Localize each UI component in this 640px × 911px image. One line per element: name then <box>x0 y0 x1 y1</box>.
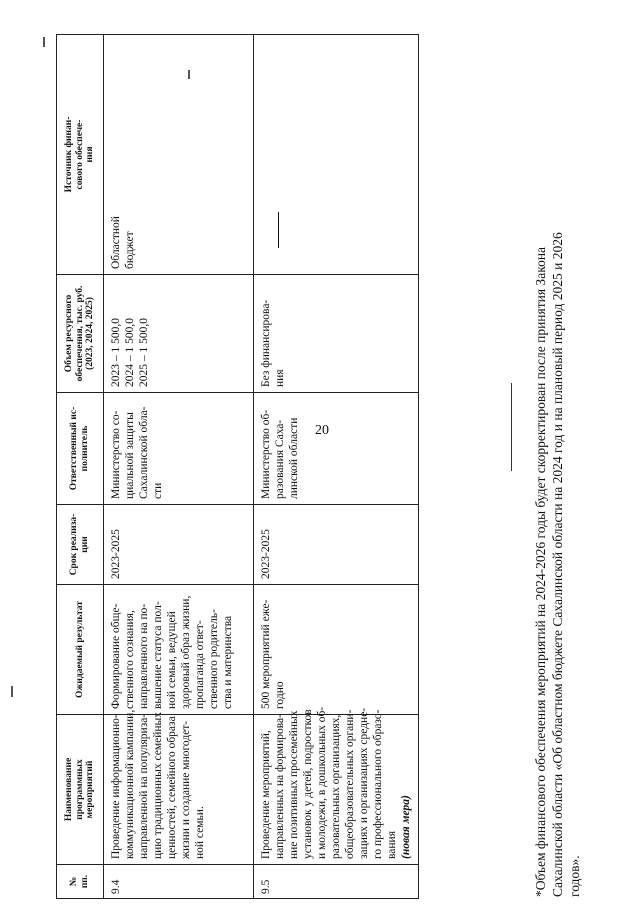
table-row <box>254 35 419 899</box>
header-source <box>57 35 104 275</box>
text-line: коммуникационной кампании, <box>124 709 136 859</box>
row-number: 9.4 <box>104 865 254 899</box>
dash-mark <box>278 212 279 248</box>
text-line: установок у детей, подростков <box>302 709 314 859</box>
text-line: ственного родитель- <box>208 609 220 709</box>
text-line: ния <box>274 369 286 387</box>
responsible-executor <box>254 393 419 505</box>
text-line: направленного на по- <box>138 603 150 709</box>
text-line: и молодежи, в дошкольных об- <box>316 706 328 859</box>
text-line: жизни и создание многодет- <box>180 720 192 859</box>
text-line: Областной <box>110 216 122 269</box>
table-row <box>104 35 254 899</box>
text-line: 500 мероприятий еже- <box>260 599 272 709</box>
text-line: Сахалинской области «Об областном бюджете Сахалинской области на 2024 год и на плановый период 2025 и 2026 <box>550 232 565 897</box>
header-executor <box>57 393 104 505</box>
text-line: годно <box>274 681 286 709</box>
row-number: 9.5 <box>254 865 419 899</box>
text-line: вания <box>386 831 398 859</box>
text-line: сти <box>152 482 164 499</box>
text-line: полнитель <box>80 425 90 472</box>
header-row <box>57 35 104 899</box>
text-line: *Объем финансового обеспечения мероприятий на 2024-2026 годы будет скорректирован после принятия Закона <box>533 246 548 897</box>
financing-source <box>104 35 254 275</box>
text-line: Ответственный ис- <box>69 406 80 491</box>
text-line: цию традиционных семейных <box>152 711 164 859</box>
text-line: направленной на популяриза- <box>138 713 150 859</box>
program-measures-table <box>56 34 419 899</box>
text-line: мероприятий <box>85 760 96 819</box>
divider-line <box>511 383 512 471</box>
text-line: обеспечения, тыс. руб. <box>74 285 85 382</box>
program-table-wrap <box>56 35 412 899</box>
text-line: Министерство об- <box>260 409 272 499</box>
text-line: Без финансирова- <box>260 299 272 387</box>
text-line: Объем ресурсного <box>63 294 74 373</box>
text-line: ние позитивных просемейных <box>288 710 300 859</box>
text-line: направленных на формирова- <box>274 714 286 859</box>
text-line: Наименование <box>63 757 74 822</box>
text-line: № <box>69 876 80 887</box>
header-result <box>57 585 104 715</box>
header-term <box>57 505 104 585</box>
header-name <box>57 715 104 865</box>
text-line: ства и материнства <box>222 615 234 709</box>
text-line: циальной защиты <box>124 412 136 499</box>
text-line: сового обеспече- <box>74 119 85 190</box>
text-line: ной семьи. <box>194 806 206 859</box>
resource-volume <box>104 275 254 393</box>
measure-name-text <box>259 706 399 859</box>
text-line: здоровый образ жизни, <box>180 595 192 709</box>
header-num <box>57 865 104 899</box>
text-line: Формирование обще- <box>110 603 122 709</box>
text-line: пп. <box>80 874 90 889</box>
implementation-term: 2023-2025 <box>104 505 254 585</box>
text-line: Проведение информационно- <box>110 714 122 859</box>
page-number: 20 <box>315 423 329 438</box>
measure-name <box>104 709 254 865</box>
text-line: общеобразовательных органи- <box>344 709 356 859</box>
new-measure-mark: (новая мера) <box>400 795 412 859</box>
text-line: ценностей, семейного образа <box>166 716 178 859</box>
text-line: Срок реализа- <box>69 513 80 576</box>
header-volume <box>57 275 104 393</box>
financing-source <box>254 35 419 275</box>
expected-result <box>254 585 419 715</box>
text-line: вышение статуса пол- <box>152 601 164 709</box>
text-line: Проведение мероприятий, <box>260 730 272 859</box>
text-line: 2025 – 1 500,0 <box>138 318 150 387</box>
text-line: разовательных организациях, <box>330 714 342 859</box>
text-line: Сахалинской обла- <box>138 406 150 499</box>
text-line: ной семьи, ведущей <box>166 611 178 709</box>
implementation-term: 2023-2025 <box>254 505 419 585</box>
text-line: программных <box>74 759 85 820</box>
text-line: ции <box>80 536 90 553</box>
text-line: годов». <box>567 855 582 897</box>
text-line: Источник финан- <box>63 116 74 193</box>
measure-name <box>254 706 419 865</box>
text-line: ния <box>85 146 96 163</box>
text-line: ственного сознания, <box>124 610 136 709</box>
text-line: го профессионального образо- <box>372 709 384 859</box>
text-line: пропаганда ответ- <box>194 620 206 709</box>
text-line: 2023 – 1 500,0 <box>110 318 122 387</box>
text-line: Министерство со- <box>110 410 122 499</box>
text-line: Ожидаемый результат <box>74 601 85 698</box>
text-line: зациях и организациях средне- <box>358 707 370 859</box>
text-line: линской области <box>288 417 300 499</box>
footnote <box>532 27 583 897</box>
text-line: (2023, 2024, 2025) <box>85 297 96 370</box>
resource-volume <box>254 275 419 393</box>
text-line: 2024 – 1 500,0 <box>124 318 136 387</box>
expected-result <box>104 585 254 715</box>
text-line: разования Саха- <box>274 419 286 499</box>
text-line: бюджет <box>124 231 136 269</box>
responsible-executor <box>104 393 254 505</box>
